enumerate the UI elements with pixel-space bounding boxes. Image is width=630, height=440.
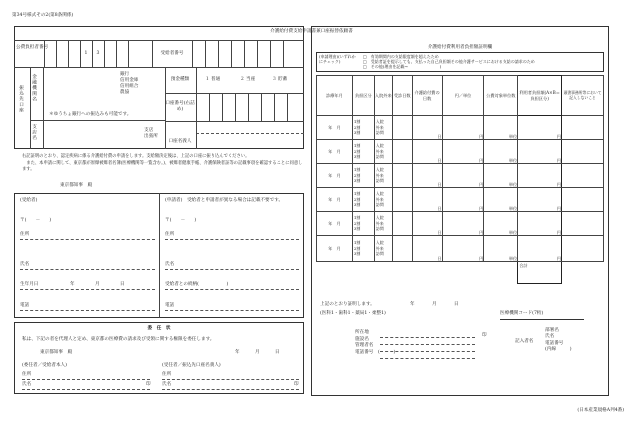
requester-address-label: 住所	[165, 232, 175, 237]
addressee: 東京都知事 殿	[60, 183, 93, 188]
requester-postal-label: 〒( － )	[165, 218, 197, 223]
bank-types: 銀行 信用金庫 信用組合 農協	[120, 72, 139, 95]
delegate-address-label: 住所	[162, 372, 172, 377]
certify-month: 月	[432, 302, 437, 307]
yucho-note: ＊ゆうちょ銀行への振込みも可能です。	[49, 112, 132, 117]
cert-row: 年 月 1割 2割 3割 入院 外来 訪問 日 円 単位 円	[317, 188, 604, 212]
birth-day-unit: 日	[120, 282, 125, 287]
provider-info: 所在地 施設名 管理者名 電話番号 ( )	[355, 330, 396, 355]
delegator-name-label: 氏名	[22, 382, 32, 387]
account-type-3[interactable]: ３ 貯蓄	[272, 77, 288, 82]
total-label: 合計	[518, 262, 562, 284]
institution-code-label: 医療機関コード(7桁)	[500, 311, 544, 316]
delegator-seal: 印	[146, 382, 151, 387]
footer-note: (日本産業規格A列4番)	[577, 408, 624, 413]
header-days: 介護給付費の日数	[412, 76, 442, 116]
applicant-postal-label: 〒( － )	[20, 218, 52, 223]
certify-text: 上記のとおり証明します。	[320, 302, 375, 307]
financial-institution-label: 金融機関名	[31, 74, 37, 102]
declaration-text: 右記証明のとおり、認定疾病に係る介護給付費の申請をします。支給額決定後は、上記の口座に振り込んでください。 また、本申請に関して、東京都が原爆被爆者名簿(医療機関等一覧含む。)、被爆者健康手帳、介護保険者証等の記載事項を確認することに同意します。	[22, 154, 303, 173]
branch-types: 支店 出張所	[144, 128, 158, 140]
birth-month-unit: 月	[95, 282, 100, 287]
applicant-phone-label: 電話	[20, 303, 30, 308]
reason-2[interactable]: □ 受給者証を提示しても、支払った自己負担額その他介護サービスにおける支給の請求のため	[363, 59, 535, 65]
proxy-text: 私は、下記の者を代理人と定め、東京都の医療費の請求及び受領に関する権限を委任します。	[22, 337, 215, 342]
cert-row: 年 月 1割 2割 3割 入院 外来 訪問 日 円 単位 円	[317, 116, 604, 140]
insurer-number-label: 公費負担者番号	[16, 45, 49, 50]
proxy-date-month: 月	[255, 350, 260, 355]
proxy-box	[14, 322, 304, 394]
proxy-title: 委 任 状	[147, 326, 171, 331]
insurer-digit-1: 1	[84, 51, 88, 56]
proxy-date-year: 年	[235, 350, 240, 355]
clerk-fields: 部署名 氏名 電話番号 (内線 )	[545, 328, 572, 353]
header-amount: 公費対象単位数	[484, 76, 518, 116]
account-type-2[interactable]: ２ 当座	[240, 77, 256, 82]
account-number-label: 口座番号(右詰め)	[165, 101, 195, 112]
proxy-date-day: 日	[275, 350, 280, 355]
cert-row: 年 月 1割 2割 3割 入院 外来 訪問 日 円 単位 円	[317, 140, 604, 164]
header-service: 受診日数	[392, 76, 412, 116]
cert-row: 年 月 1割 2割 3割 入院 外来 訪問 日 円 単位 円	[317, 164, 604, 188]
header-setting: 入院外来	[374, 76, 392, 116]
form-title: 介護給付費支給申請書兼口座振替依頼書	[270, 29, 353, 34]
requester-name-label: 氏名	[165, 262, 175, 267]
delegator-address-label: 住所	[22, 372, 32, 377]
provider-seal: 印	[482, 333, 487, 338]
proxy-addressee: 東京都知事 殿	[40, 350, 73, 355]
row-year-month: 年 月	[317, 116, 353, 140]
branch-label: 支店名	[31, 124, 37, 141]
main-application-table	[14, 26, 304, 149]
row-setting: 入院 外来 訪問	[374, 116, 392, 140]
certify-year: 年	[410, 302, 415, 307]
requester-label: (申請者) 受給者と申請者が異なる場合は記載不要です。	[165, 198, 284, 203]
applicant-label: (受給者)	[20, 198, 38, 203]
cert-row: 年 月 1割 2割 3割 入院 外来 訪問 日 円 単位 円	[317, 212, 604, 236]
cert-table	[316, 75, 604, 284]
applicant-address-label: 住所	[20, 232, 30, 237]
header-user-burden: 利用者負担額(A×B＝負担区分)	[518, 76, 562, 116]
bank-section-label: 振込先口座	[18, 85, 24, 113]
applicant-birth-label: 生年月日	[20, 282, 39, 287]
beneficiary-number-label: 受給者番号	[160, 51, 184, 56]
account-type-1[interactable]: １ 普通	[205, 77, 221, 82]
code-note: (医科1・歯科1・薬局1・柔整1)	[320, 311, 386, 316]
account-type-label: 預金種類	[170, 77, 190, 82]
birth-year-unit: 年	[70, 282, 75, 287]
account-holder-label: 口座名義人	[168, 139, 192, 144]
header-kind: 負担区分	[352, 76, 374, 116]
cert-total-row	[317, 262, 604, 284]
header-reason: 頭書事務所等において記入しないこと	[562, 76, 604, 116]
header-period: 診療年月	[317, 76, 353, 116]
header-unit-price: 円／単位	[442, 76, 484, 116]
clerk-label: 記入者名	[515, 339, 534, 344]
delegate-seal: 印	[294, 382, 299, 387]
reason-3[interactable]: □ その他(理由を記載→ )	[363, 64, 442, 70]
requester-relation-label: 受給者との続柄( )	[165, 282, 229, 287]
delegate-name-label: 氏名	[162, 382, 172, 387]
requester-phone-label: 電話	[165, 303, 175, 308]
form-number: 第34号様式その2(第8条関係)	[12, 13, 74, 18]
applicant-name-label: 氏名	[20, 262, 30, 267]
row-kind: 1割 2割 3割	[352, 116, 374, 140]
reason-1[interactable]: □ 有効期間内の支給限度額を超えたため	[363, 54, 439, 59]
insurer-digit-2: 3	[96, 51, 100, 56]
delegate-label: (受任者／振込先口座名義人)	[162, 363, 221, 368]
certify-day: 日	[454, 302, 459, 307]
reason-checkbox-label: (申請理由)(いずれかにチェック)	[319, 54, 356, 65]
cert-row: 年 月 1割 2割 3割 入院 外来 訪問 日 円 単位 円	[317, 236, 604, 262]
reason-list	[362, 54, 535, 70]
delegator-label: (委任者／受給者本人)	[22, 363, 67, 368]
cert-title: 介護給付費利用者負担額証明欄	[427, 45, 493, 50]
